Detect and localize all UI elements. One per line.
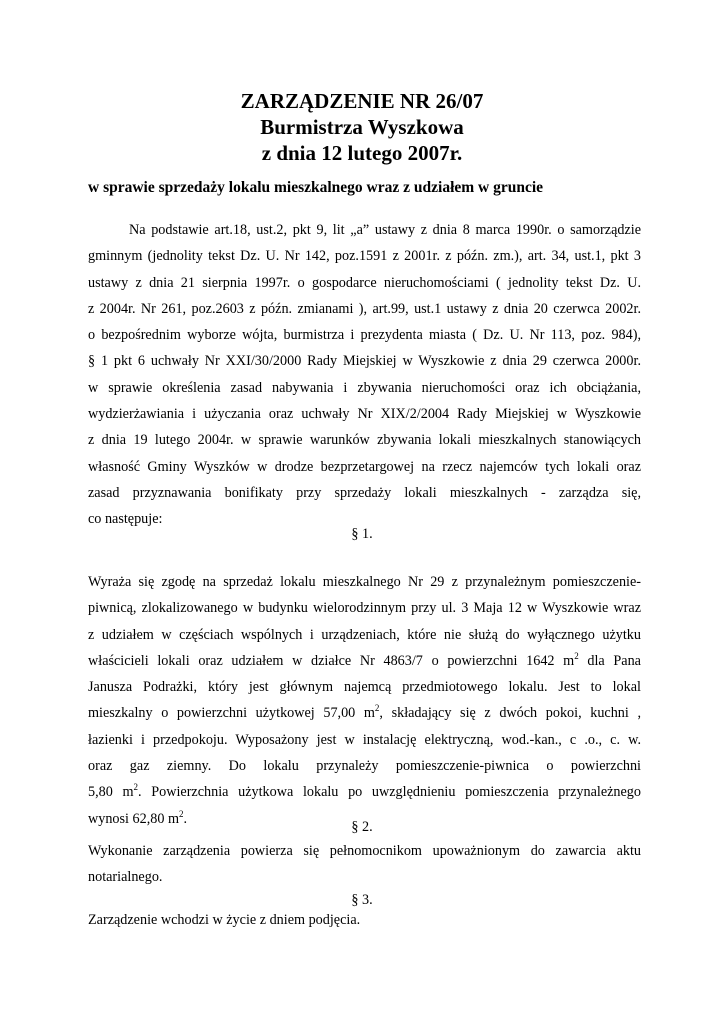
section-3-line: Zarządzenie wchodzi w życie z dniem podjęcia. <box>88 912 361 928</box>
section-1-text: wynosi 62,80 m <box>88 810 180 827</box>
preamble-line: własność Gminy Wyszków w drodze bezprzetargowej na rzecz najemców tych lokali oraz <box>88 458 641 475</box>
section-3-heading: § 3. <box>351 892 373 908</box>
section-1-text: właścicieli lokali oraz udziałem w działce Nr 4863/7 o powierzchni 1642 m <box>88 652 575 669</box>
section-1-text: 5,80 m <box>88 784 134 801</box>
superscript: 2 <box>133 782 139 793</box>
superscript: 2 <box>179 808 184 819</box>
preamble-line: w sprawie określenia zasad nabywania i zbywania nieruchomości oraz ich obciążania, <box>88 379 641 396</box>
superscript: 2 <box>574 650 579 661</box>
section-1-text: mieszkalny o powierzchni użytkowej 57,00 m <box>88 705 375 722</box>
section-1-paragraph <box>88 569 641 832</box>
preamble-line: z dnia 19 lutego 2004r. w sprawie warunków zbywania lokali mieszkalnych stanowiących <box>88 432 641 449</box>
section-3-paragraph <box>88 907 641 933</box>
section-2-heading: § 2. <box>351 819 373 835</box>
preamble-line: o bezpośrednim wyborze wójta, burmistrza i prezydenta miasta ( Dz. U. Nr 113, poz. 984), <box>88 327 641 344</box>
section-1-line: Janusza Podrażki, który jest głównym najemcą przedmiotowego lokalu. Jest to lokal <box>88 679 641 696</box>
section-1-line: Wyraża się zgodę na sprzedaż lokalu mieszkalnego Nr 29 z przynależnym pomieszczenie- <box>88 574 641 590</box>
preamble-paragraph <box>88 217 641 533</box>
section-2-line: Wykonanie zarządzenia powierza się pełnomocnikom upoważnionym do zawarcia aktu <box>88 843 641 859</box>
section-1-line <box>88 700 641 726</box>
preamble-line: zasad przyznawania bonifikaty przy sprzedaży lokali mieszkalnych - zarządza się, <box>88 484 641 501</box>
preamble-line: wydzierżawiania i użyczania oraz uchwały Nr XIX/2/2004 Rady Miejskiej w Wyszkowie <box>88 406 641 423</box>
section-1-line: łazienki i przedpokoju. Wyposażony jest w instalację elektryczną, wod.-kan., c .o., c. w. <box>88 731 641 748</box>
section-1-text: dla Pana <box>578 652 641 669</box>
section-1-line <box>88 779 641 805</box>
document-issuer: Burmistrza Wyszkowa <box>260 115 464 139</box>
section-1-line: oraz gaz ziemny. Do lokalu przynależy pomieszczenie-piwnica o powierzchni <box>88 758 641 775</box>
document-title: ZARZĄDZENIE NR 26/07 <box>240 89 484 113</box>
preamble-line: z 2004r. Nr 261, poz.2603 z późn. zmianami ), art.99, ust.1 ustawy z dnia 20 czerwca 2002r. <box>88 300 641 317</box>
preamble-line: gminnym (jednolity tekst Dz. U. Nr 142, poz.1591 z 2001r. z późn. zm.), art. 34, ust.1, pkt 3 <box>88 248 641 265</box>
section-1-text: , składający się z dwóch pokoi, kuchni , <box>379 705 641 722</box>
document-subject: w sprawie sprzedaży lokalu mieszkalnego wraz z udziałem w gruncie <box>88 179 544 196</box>
section-2-line: notarialnego. <box>88 869 163 886</box>
section-1-line: z udziałem w częściach wspólnych i urządzeniach, które nie służą do wyłącznego użytku <box>88 626 641 643</box>
document-date: z dnia 12 lutego 2007r. <box>261 141 463 165</box>
section-2-paragraph <box>88 838 641 891</box>
section-1-text: . Powierzchnia użytkowa lokalu po uwzględnieniu pomieszczenia przynależnego <box>138 784 641 801</box>
preamble-line: co następuje: <box>88 511 163 528</box>
preamble-line: § 1 pkt 6 uchwały Nr XXI/30/2000 Rady Miejskiej w Wyszkowie z dnia 29 czerwca 2000r. <box>88 353 641 370</box>
superscript: 2 <box>374 703 380 714</box>
section-1-text: . <box>183 810 188 827</box>
section-1-heading: § 1. <box>351 526 373 542</box>
preamble-line: ustawy z dnia 21 sierpnia 1997r. o gospodarce nieruchomościami ( jednolity tekst Dz. U. <box>88 274 641 291</box>
section-1-line: piwnicą, zlokalizowanego w budynku wielorodzinnym przy ul. 3 Maja 12 w Wyszkowie wraz <box>88 600 641 617</box>
preamble-line: Na podstawie art.18, ust.2, pkt 9, lit „a” ustawy z dnia 8 marca 1990r. o samorządzie <box>129 222 641 238</box>
section-1-line <box>88 648 641 674</box>
